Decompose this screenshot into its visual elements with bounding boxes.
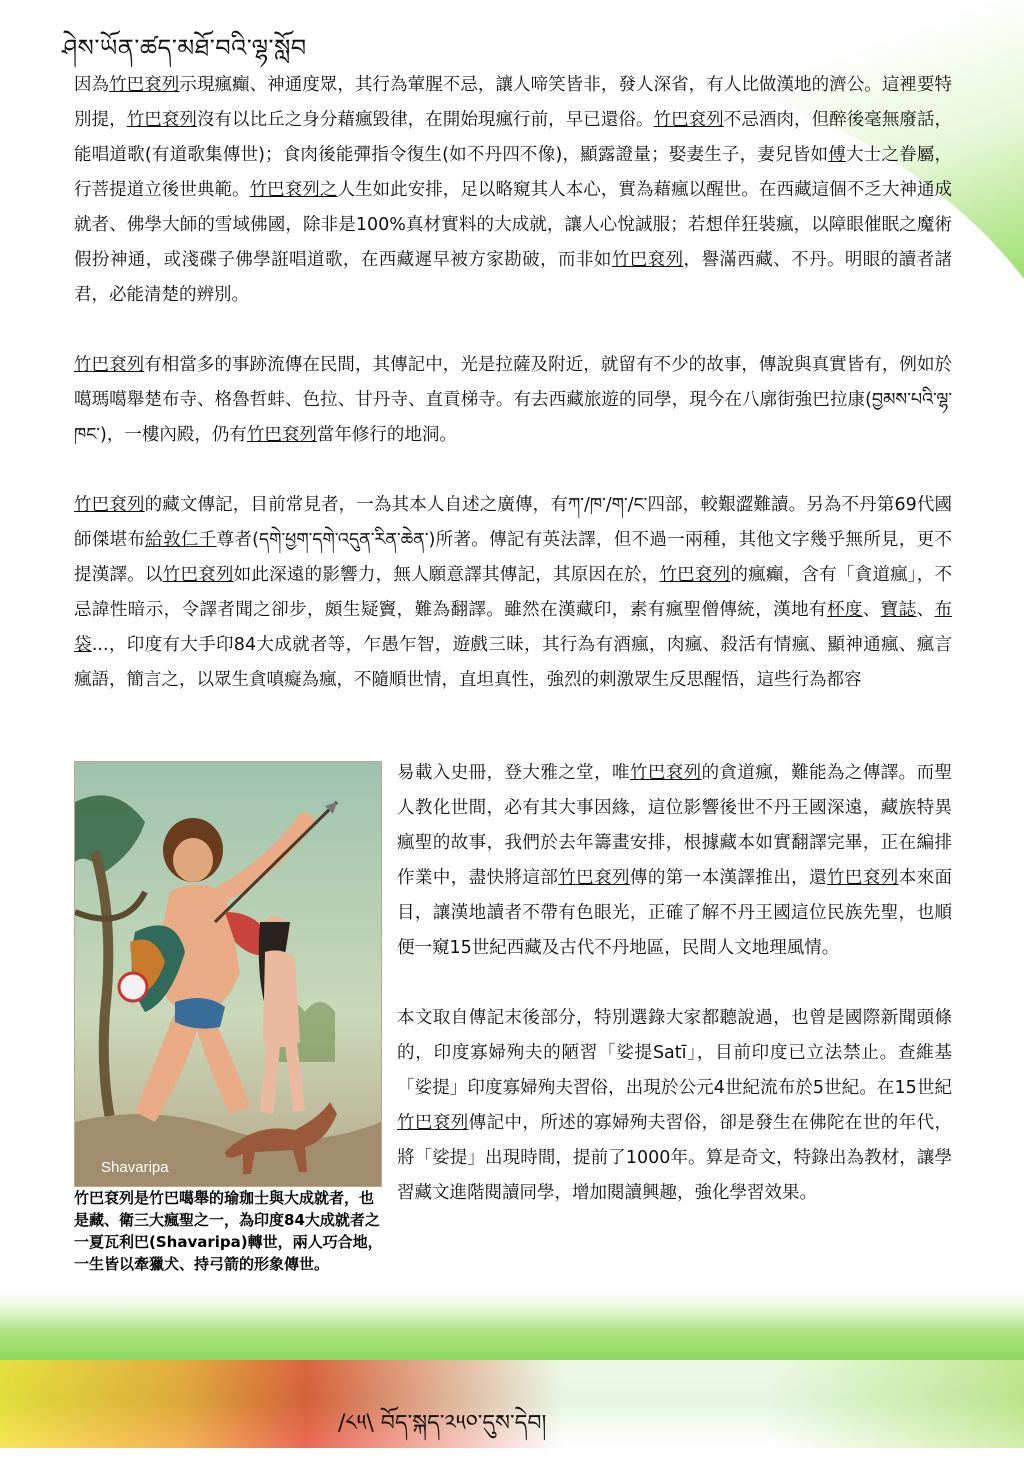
text-run: 傳記中，所述的寡婦殉夫習俗，卻是發生在佛陀在世的年代，將「娑提」出現時間，提前了1000年。算是奇文，特錄出為教材，讓學習藏文進階閱讀同學，增加閱讀興趣，強化學習效果。: [397, 1113, 953, 1203]
paragraph-3: [74, 488, 952, 698]
underlined-term: 竹巴袞列: [827, 868, 899, 888]
underlined-term: 傅: [828, 145, 846, 165]
underlined-term: 給敦仁千: [145, 530, 217, 550]
shavaripa-painting: [74, 761, 382, 1187]
text-run: 傳的第一本漢譯推出，還: [629, 868, 828, 888]
text-run: 不忌酒肉，但醉後毫無廢話，能唱道歌(有道歌集傳世)；食肉後能彈指令復生(如不丹四不像)，顯露證量；娶妻生子，妻兒皆如: [74, 110, 953, 165]
underlined-term: 竹巴袞列: [629, 763, 702, 783]
text-run: 人生如此安排，足以略窺其人本心，實為藉瘋以醒世。在西藏這個不乏大神通成就者、佛學大師的雪域佛國，除非是100%真材實料的大成就，讓人心悅誠服；若想佯狂裝瘋，以障眼催眠之魔術假扮神通，或淺碟子佛學誑唱道歌，在西藏遲早被方家勘破，而非如: [74, 180, 953, 270]
text-run: ...，印度有大手印84大成就者等，乍愚乍智，遊戲三昧，其行為有酒瘋，肉瘋、殺活有情瘋、顯神通瘋、瘋言瘋語，簡言之，以眾生貪嗔癡為瘋，不隨順世情，直坦真性，強烈的刺激眾生反思醒悟，這些行為都容: [74, 635, 953, 690]
text-run: 示現瘋癲、神通度眾，其行為葷腥不忌，讓人啼笑皆非，發人深省，有人比做漢地的濟公。這裡要特別提，: [74, 75, 953, 130]
text-run: 有相當多的事跡流傳在民間，其傳記中，光是拉薩及附近，就留有不少的故事，傳說與真實皆有，例如於噶瑪噶舉楚布寺、格魯哲蚌、色拉、甘丹寺、直貢梯寺。有去西藏旅遊的同學，現今在八廓街強巴拉康(བྱམས་པའི་ལྷ་ཁང་)，一樓內殿，仍有: [74, 355, 953, 445]
underlined-term: 寶誌: [880, 600, 917, 620]
underlined-term: 布袋: [74, 600, 953, 655]
text-run: 的藏文傳記，目前常見者，一為其本人自述之廣傳，有ཀ་/ཁ་/ག་/ང་四部，較艱澀難讀。另為不丹第69代國師傑堪布: [74, 495, 953, 550]
text-run: 尊者(དགེ་ཕྱག་དགེ་འདུན་རིན་ཆེན་)所著。傳記有英法譯，但不過一兩種，其他文字幾乎無所見，更不提漢譯。以: [74, 530, 952, 585]
underlined-term: 竹巴袞列: [611, 250, 684, 270]
text-run: 的瘋癲，含有「貪道瘋」，不忌諱性暗示，令譯者聞之卻步，頗生疑竇，難為翻譯。雖然在漢藏印，素有瘋聖僧傳統，漢地有: [74, 565, 953, 620]
underlined-term: 竹巴袞列: [246, 425, 317, 445]
underlined-term: 竹巴袞列: [74, 355, 145, 375]
text-run: 的貪道瘋，難能為之傳譯。而聖人教化世間，必有其大事因緣，這位影響後世不丹王國深遠，藏族特異瘋聖的故事，我們於去年籌畫安排，根據藏本如實翻譯完畢，正在編排作業中，盡快將這部: [397, 763, 953, 888]
text-run: 本來面目，讓漢地讀者不帶有色眼光，正確了解不丹王國這位民族先聖，也順便一窺15世紀西藏及古代不丹地區，民間人文地理風情。: [397, 868, 953, 958]
paragraph-3-continued: [397, 756, 952, 966]
text-run: 當年修行的地洞。: [316, 425, 457, 445]
underlined-term: 竹巴袞列之: [249, 180, 338, 200]
underlined-term: 竹巴袞列: [109, 75, 180, 95]
paragraph-2: [74, 348, 952, 453]
text-run: 易載入史冊，登大雅之堂，唯: [397, 763, 630, 783]
page-footer: /༨༥\ བོད་སྐད་༢༥༠་དུས་དེབ།: [338, 1411, 547, 1436]
figure-label: Shavaripa: [101, 1159, 169, 1176]
underlined-term: 竹巴袞列: [653, 110, 724, 130]
side-column: [397, 756, 952, 1246]
header-title: ཤེས་ཡོན་ཚད་མཐོ་བའི་ལྷ་སློབ: [62, 34, 307, 62]
text-run: 、: [862, 600, 881, 620]
text-run: 本文取自傳記末後部分，特別選錄大家都聽說過，也曾是國際新聞頭條的，印度寡婦殉夫的陋習「娑提Satī」，目前印度已立法禁止。查維基「娑提」印度寡婦殉夫習俗，出現於公元4世紀流布於5世紀。在15世紀: [397, 1008, 952, 1098]
underlined-term: 竹巴袞列: [74, 495, 145, 515]
article-body: [74, 68, 952, 698]
text-run: 因為: [74, 75, 110, 95]
figure-caption: 竹巴袞列是竹巴噶舉的瑜珈士與大成就者，也是藏、衛三大瘋聖之一，為印度84大成就者之一夏瓦利巴(Shavaripa)轉世，兩人巧合地，一生皆以牽獵犬、持弓箭的形象傳世。: [74, 1189, 383, 1273]
text-run: 如此深遠的影響力，無人願意譯其傳記，其原因在於，: [233, 565, 660, 585]
paragraph-4: [397, 1001, 952, 1211]
bottom-fade: [0, 1290, 1024, 1330]
underlined-term: 竹巴袞列: [126, 110, 197, 130]
underlined-term: 竹巴袞列: [558, 868, 630, 888]
paragraph-1: [74, 68, 952, 313]
underlined-term: 竹巴袞列: [162, 565, 234, 585]
text-run: 、: [916, 600, 935, 620]
underlined-term: 竹巴袞列: [397, 1113, 469, 1133]
text-run: 大士之眷屬，行菩提道立後世典範。: [74, 145, 953, 200]
text-run: 沒有以比丘之身分藉瘋毀律，在開始現瘋行前，早已還俗。: [196, 110, 654, 130]
underlined-term: 杯度: [826, 600, 863, 620]
text-run: ，譽滿西藏、不丹。明眼的讀者諸君，必能清楚的辨別。: [74, 250, 953, 305]
underlined-term: 竹巴袞列: [659, 565, 731, 585]
